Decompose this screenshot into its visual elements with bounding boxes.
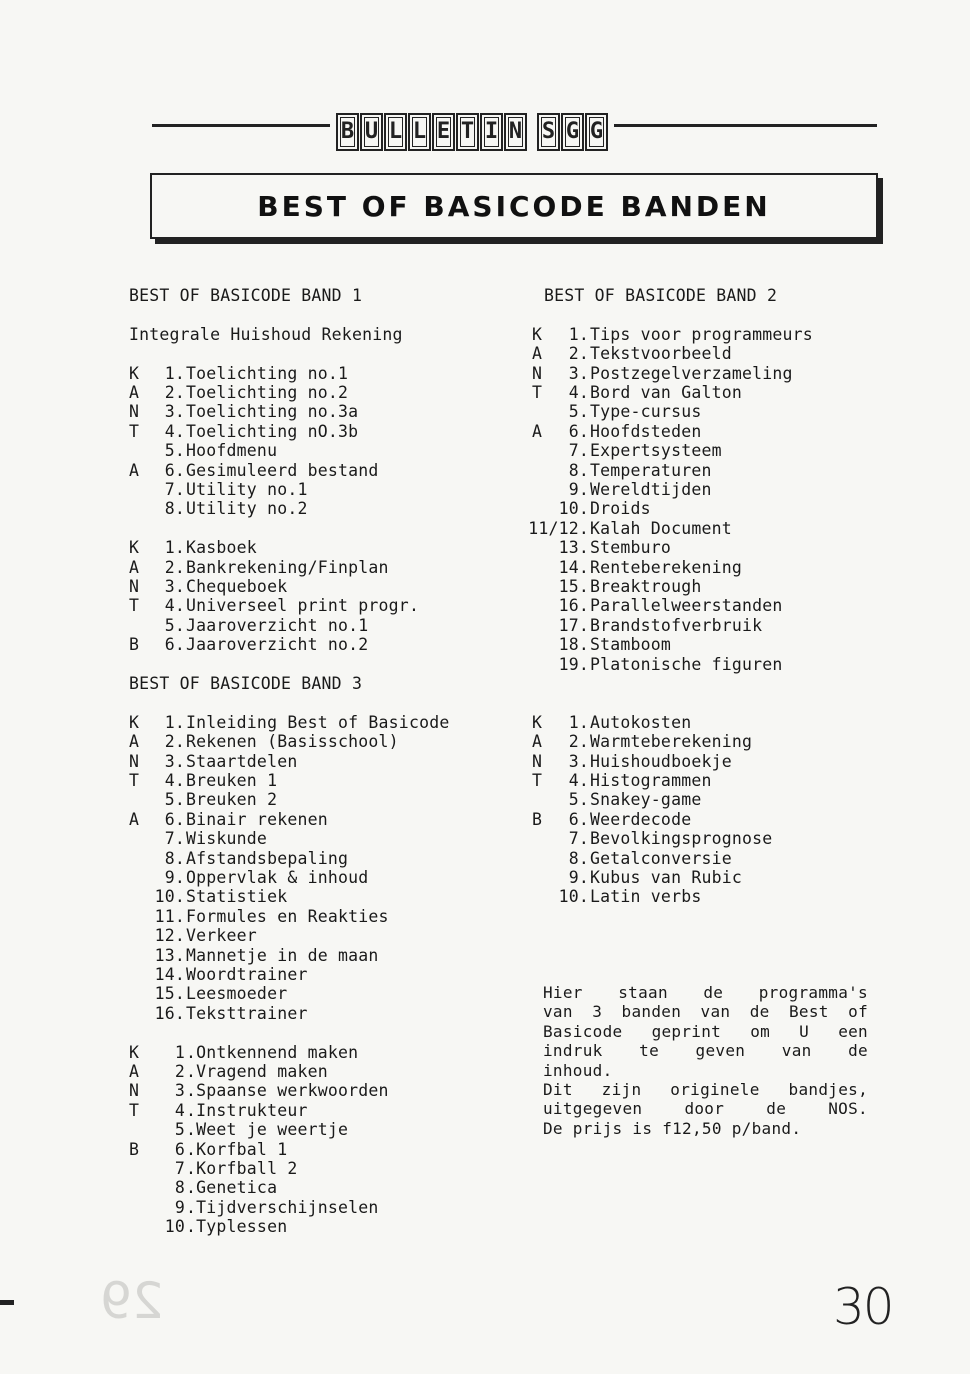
item-number: 19.: [558, 654, 589, 674]
bleed-page-number: 29: [100, 1272, 164, 1330]
list-item: Mannetje in de maan: [186, 945, 379, 965]
item-number: 15.: [558, 577, 589, 596]
item-number: 10.: [558, 499, 589, 519]
note-line: uitgegeven door de NOS.: [543, 1099, 868, 1119]
item-number: 15.: [154, 984, 185, 1004]
item-number: 1.: [568, 324, 589, 344]
logo-letter: L: [384, 113, 407, 151]
item-number: 9.: [568, 480, 589, 499]
item-number: 6.: [568, 809, 589, 829]
list-item: Hoofdsteden: [590, 421, 702, 441]
list-item: Droids: [590, 499, 651, 519]
list-item: Oppervlak & inhoud: [186, 868, 369, 887]
note-line: Basicode geprint om U een: [543, 1021, 868, 1041]
item-number: 2.: [568, 344, 589, 364]
banner-title: BEST OF BASICODE BANDEN: [150, 173, 878, 239]
item-number: 8.: [164, 499, 185, 519]
list-item: Huishoudboekje: [590, 751, 732, 771]
logo-letter: G: [561, 113, 584, 151]
list-item: Breaktrough: [590, 577, 702, 596]
item-number: 3: [174, 1081, 185, 1101]
list-item: Temperaturen: [590, 460, 712, 480]
item-number: 14.: [558, 557, 589, 577]
side-letter: K: [129, 363, 140, 383]
item-number: 10.: [154, 887, 185, 907]
list-item: Wereldtijden: [590, 480, 712, 499]
item-number: 2.: [164, 557, 185, 577]
list-item: Histogrammen: [590, 771, 712, 790]
list-item: Jaaroverzicht no.2: [186, 635, 369, 655]
list-item: .Tijdverschijnselen: [186, 1197, 379, 1217]
list-item: Universeel print progr.: [186, 596, 420, 616]
item-number: 16.: [154, 1003, 185, 1023]
item-number: 7.: [568, 829, 589, 849]
list-item: Parallelweerstanden: [590, 596, 783, 616]
logo-letter: B: [336, 113, 359, 151]
item-number: 4.: [568, 383, 589, 402]
list-item: Toelichting no.1: [186, 363, 349, 383]
item-number: 1.: [164, 712, 185, 732]
item-number: 10.: [558, 887, 589, 907]
item-number: 7.: [568, 441, 589, 461]
item-number: 6: [174, 1139, 185, 1159]
item-number: 6.: [568, 421, 589, 441]
list-item: Chequeboek: [186, 577, 288, 596]
side-letter: K: [129, 538, 140, 558]
item-number: 1.: [568, 712, 589, 732]
side-letter: T: [129, 596, 140, 616]
list-item: Getalconversie: [590, 848, 732, 868]
list-item: Tekstvoorbeeld: [590, 344, 732, 364]
logo-letter: S: [537, 113, 560, 151]
side-letter: B: [129, 635, 140, 655]
side-letter: N: [532, 751, 543, 771]
item-number: 4.: [568, 771, 589, 790]
list-item: Gesimuleerd bestand: [186, 460, 379, 480]
list-item: Kubus van Rubic: [590, 868, 743, 887]
list-item: Toelichting no.2: [186, 383, 349, 402]
item-number: 13.: [558, 538, 589, 558]
item-number: 5.: [164, 615, 185, 635]
side-letter: T: [532, 383, 543, 402]
logo-letter: E: [432, 113, 455, 151]
side-letter: T: [129, 1100, 140, 1120]
item-number: 6.: [164, 635, 185, 655]
note-line: van 3 banden van de Best of: [543, 1002, 868, 1022]
side-letter: T: [532, 771, 543, 790]
item-number: 17.: [558, 615, 589, 635]
item-number: 6.: [164, 809, 185, 829]
side-letter: N: [129, 1081, 140, 1101]
item-number: 2.: [164, 732, 185, 752]
item-number: 7.: [164, 480, 185, 499]
list-item: Brandstofverbruik: [590, 615, 763, 635]
side-letter: T: [129, 421, 140, 441]
item-number: 4.: [164, 596, 185, 616]
side-letter: A: [129, 557, 140, 577]
side-letter: B: [129, 1139, 140, 1159]
item-number: 9.: [568, 868, 589, 887]
list-item: Staartdelen: [186, 751, 298, 771]
item-number: 2: [174, 1062, 185, 1081]
item-number: 4: [174, 1100, 185, 1120]
logo-gap: [528, 113, 536, 151]
binder-mark: [0, 1300, 14, 1305]
note-line: De prijs is f12,50 p/band.: [543, 1118, 802, 1138]
page-number: 30: [833, 1278, 893, 1336]
logo-letter: G: [585, 113, 608, 151]
list-item: Platonische figuren: [590, 654, 783, 674]
list-item: Wiskunde: [186, 829, 268, 849]
side-letter: A: [129, 809, 140, 829]
list-item: .Weet je weertje: [186, 1120, 349, 1140]
side-letter: K: [129, 1042, 140, 1062]
list-item: Stemburo: [590, 538, 672, 558]
item-number: 10: [164, 1217, 185, 1237]
side-letter: N: [129, 751, 140, 771]
item-number: 11/12.: [528, 518, 589, 538]
item-number: 3.: [164, 751, 185, 771]
list-item: .Ontkennend maken: [186, 1042, 359, 1062]
list-item: Leesmoeder: [186, 984, 288, 1004]
list-item: .Korfbal 1: [186, 1139, 288, 1159]
list-item: Verkeer: [186, 926, 257, 946]
list-item: .Typlessen: [186, 1217, 288, 1237]
note-line: Dit zijn originele bandjes,: [543, 1080, 868, 1100]
side-letter: K: [532, 712, 543, 732]
list-item: .Spaanse werkwoorden: [186, 1081, 389, 1101]
item-number: 3.: [568, 363, 589, 383]
list-item: Type-cursus: [590, 402, 702, 422]
item-number: 14.: [154, 965, 185, 984]
list-item: Tips voor programmeurs: [590, 324, 813, 344]
list-item: Snakey-game: [590, 790, 702, 810]
list-item: Woordtrainer: [186, 965, 308, 984]
item-number: 2.: [164, 383, 185, 402]
list-item: Weerdecode: [590, 809, 692, 829]
list-heading: BEST OF BASICODE BAND 2: [544, 286, 778, 305]
side-letter: K: [532, 324, 543, 344]
item-number: 8: [174, 1178, 185, 1198]
list-item: Expertsysteem: [590, 441, 722, 461]
side-letter: N: [129, 577, 140, 596]
item-number: 5.: [164, 441, 185, 461]
item-number: 8.: [568, 460, 589, 480]
item-number: 1.: [164, 538, 185, 558]
side-letter: A: [532, 421, 543, 441]
logo-letter: U: [360, 113, 383, 151]
item-number: 4.: [164, 771, 185, 790]
note-line: indruk te geven van de: [543, 1041, 868, 1061]
item-number: 3.: [568, 751, 589, 771]
list-item: Renteberekening: [590, 557, 743, 577]
item-number: 4.: [164, 421, 185, 441]
list-item: Stamboom: [590, 635, 672, 655]
side-letter: A: [129, 732, 140, 752]
list-heading: BEST OF BASICODE BAND 1: [129, 286, 363, 305]
item-number: 1.: [164, 363, 185, 383]
side-letter: B: [532, 809, 543, 829]
item-number: 13.: [154, 945, 185, 965]
list-heading: BEST OF BASICODE BAND 3: [129, 674, 363, 693]
item-number: 1: [174, 1042, 185, 1062]
list-item: .Genetica: [186, 1178, 278, 1198]
list-item: Rekenen (Basisschool): [186, 732, 399, 752]
item-number: 5: [174, 1120, 185, 1140]
list-item: Toelichting nO.3b: [186, 421, 359, 441]
list-item: Autokosten: [590, 712, 692, 732]
item-number: 5.: [568, 790, 589, 810]
side-letter: A: [129, 383, 140, 402]
logo-letter: I: [480, 113, 503, 151]
list-item: Formules en Reakties: [186, 906, 389, 926]
list-item: Statistiek: [186, 887, 288, 907]
side-letter: A: [129, 460, 140, 480]
logo-letter: N: [504, 113, 527, 151]
list-heading: Integrale Huishoud Rekening: [129, 324, 403, 344]
item-number: 6.: [164, 460, 185, 480]
list-item: Bevolkingsprognose: [590, 829, 773, 849]
item-number: 7: [174, 1159, 185, 1178]
list-item: Hoofdmenu: [186, 441, 278, 461]
side-letter: N: [129, 402, 140, 422]
item-number: 7.: [164, 829, 185, 849]
side-letter: T: [129, 771, 140, 790]
list-item: Inleiding Best of Basicode: [186, 712, 450, 732]
side-letter: N: [532, 363, 543, 383]
side-letter: A: [129, 1062, 140, 1081]
list-item: Toelichting no.3a: [186, 402, 359, 422]
note-line: Hier staan de programma's: [543, 983, 868, 1002]
list-item: Binair rekenen: [186, 809, 328, 829]
item-number: 2.: [568, 732, 589, 752]
logo-letter: T: [456, 113, 479, 151]
item-number: 16.: [558, 596, 589, 616]
item-number: 9.: [164, 868, 185, 887]
side-letter: K: [129, 712, 140, 732]
list-item: Latin verbs: [590, 887, 702, 907]
item-number: 8.: [568, 848, 589, 868]
list-item: Utility no.2: [186, 499, 308, 519]
list-item: Breuken 2: [186, 790, 278, 810]
item-number: 18.: [558, 635, 589, 655]
item-number: 5.: [568, 402, 589, 422]
side-letter: A: [532, 344, 543, 364]
logo-letter: L: [408, 113, 431, 151]
list-item: Kalah Document: [590, 518, 732, 538]
list-item: Bankrekening/Finplan: [186, 557, 389, 577]
list-item: Utility no.1: [186, 480, 308, 499]
bulletin-logo: [330, 113, 614, 151]
item-number: 11.: [154, 906, 185, 926]
side-letter: A: [532, 732, 543, 752]
note-paragraph: [543, 983, 868, 1138]
item-number: 3.: [164, 577, 185, 596]
note-line: inhoud.: [543, 1060, 613, 1080]
list-item: Kasboek: [186, 538, 257, 558]
item-number: 8.: [164, 848, 185, 868]
list-item: Jaaroverzicht no.1: [186, 615, 369, 635]
list-item: Bord van Galton: [590, 383, 743, 402]
list-item: .Vragend maken: [186, 1062, 328, 1081]
item-number: 12.: [154, 926, 185, 946]
list-item: Afstandsbepaling: [186, 848, 349, 868]
list-item: Teksttrainer: [186, 1003, 308, 1023]
list-item: Postzegelverzameling: [590, 363, 793, 383]
list-item: .Instrukteur: [186, 1100, 308, 1120]
item-number: 9: [174, 1197, 185, 1217]
item-number: 5.: [164, 790, 185, 810]
list-item: Warmteberekening: [590, 732, 753, 752]
list-item: Breuken 1: [186, 771, 278, 790]
list-item: .Korfball 2: [186, 1159, 298, 1178]
item-number: 3.: [164, 402, 185, 422]
